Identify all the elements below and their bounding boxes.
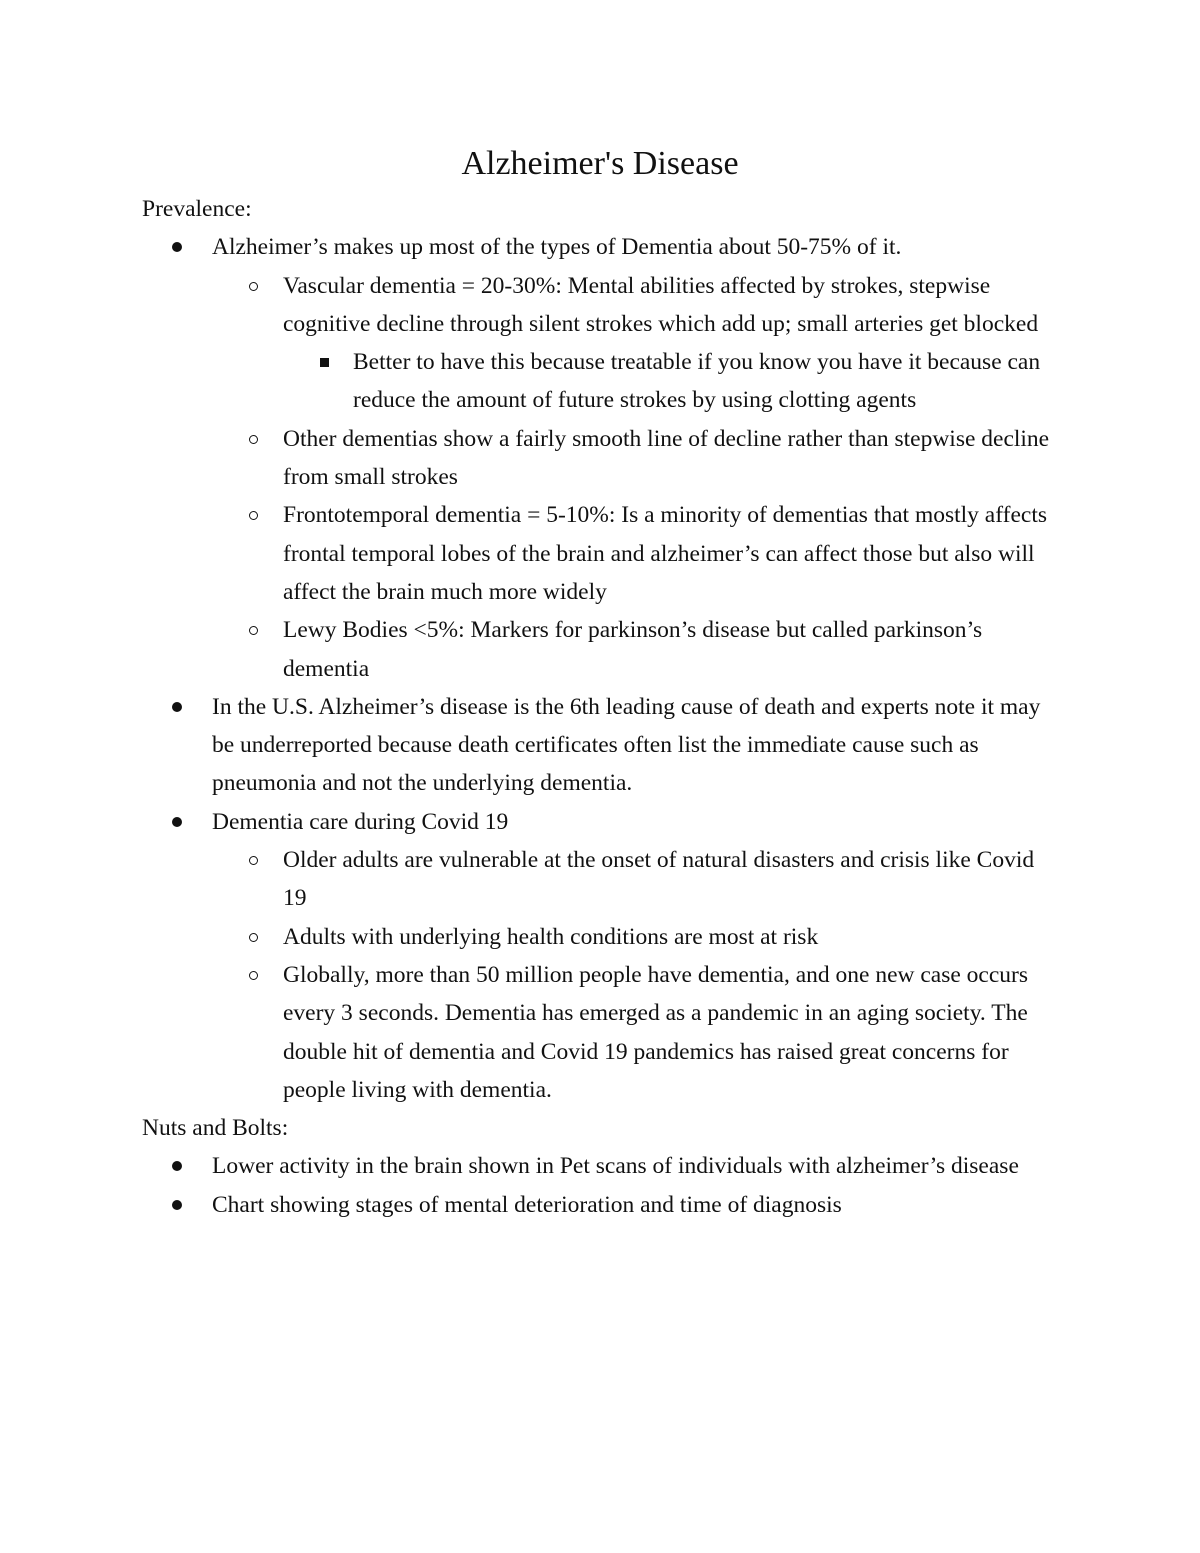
list-item — [142, 1186, 1062, 1224]
sub-list-item — [212, 841, 1062, 918]
sub-list-item — [212, 611, 1062, 688]
section-heading-prevalence: Prevalence: — [142, 196, 252, 222]
sub-list-item-text: Globally, more than 50 million people have dementia, and one new case occurs every 3 seconds. Dementia has emerged as a pandemic in an aging society. The double hit of dementia and Covid 19 pandemics has raised great concerns for people living with dementia. — [283, 961, 1029, 1103]
section-heading-nuts-and-bolts: Nuts and Bolts: — [142, 1115, 289, 1142]
list-item-text: Chart showing stages of mental deterioration and time of diagnosis — [212, 1191, 842, 1218]
list-item-text: In the U.S. Alzheimer’s disease is the 6th leading cause of death and experts note it may be underreported because death certificates often list the immediate cause such as pneumonia and not the underlying dementia. — [212, 693, 1041, 797]
list-item-text: Lower activity in the brain shown in Pet scans of individuals with alzheimer’s disease — [212, 1153, 1019, 1180]
sub-bullet-list — [212, 267, 1062, 688]
bullet-list — [142, 228, 1062, 1109]
sub-list-item-text: Vascular dementia = 20-30%: Mental abilities affected by strokes, stepwise cognitive decline through silent strokes which add up; small arteries get blocked — [283, 272, 1039, 337]
sub-sub-bullet-list — [283, 343, 1062, 420]
sub-list-item — [212, 956, 1062, 1109]
sub-list-item — [212, 267, 1062, 420]
list-item — [142, 228, 1062, 688]
section-nuts-and-bolts — [142, 1109, 1062, 1224]
list-item-text: Dementia care during Covid 19 — [212, 808, 509, 835]
sub-list-item-text: Adults with underlying health conditions are most at risk — [283, 923, 819, 950]
sub-list-item-text: Lewy Bodies <5%: Markers for parkinson’s disease but called parkinson’s dementia — [283, 617, 983, 682]
list-item — [142, 688, 1062, 803]
sub-list-item-text: Frontotemporal dementia = 5-10%: Is a minority of dementias that mostly affects frontal temporal lobes of the brain and alzheimer’s can affect those but also will affect the brain much more widely — [283, 502, 1047, 605]
sub-bullet-list — [212, 841, 1062, 1109]
list-item — [142, 1147, 1062, 1185]
list-item — [142, 803, 1062, 1109]
document-body — [142, 190, 1062, 1224]
sub-list-item-text: Older adults are vulnerable at the onset of natural disasters and crisis like Covid 19 — [283, 847, 1035, 912]
sub-list-item — [212, 496, 1062, 611]
list-item-text: Alzheimer’s makes up most of the types of Dementia about 50-75% of it. — [212, 234, 902, 261]
section-prevalence — [142, 190, 1062, 1109]
sub-list-item-text: Other dementias show a fairly smooth line of decline rather than stepwise decline from small strokes — [283, 425, 1050, 491]
bullet-list — [142, 1147, 1062, 1224]
sub-sub-list-item-text: Better to have this because treatable if you know you have it because can reduce the amount of future strokes by using clotting agents — [353, 349, 1041, 414]
sub-list-item — [212, 420, 1062, 497]
document-title: Alzheimer's Disease — [461, 145, 739, 182]
sub-sub-list-item — [283, 343, 1062, 420]
sub-list-item — [212, 918, 1062, 956]
